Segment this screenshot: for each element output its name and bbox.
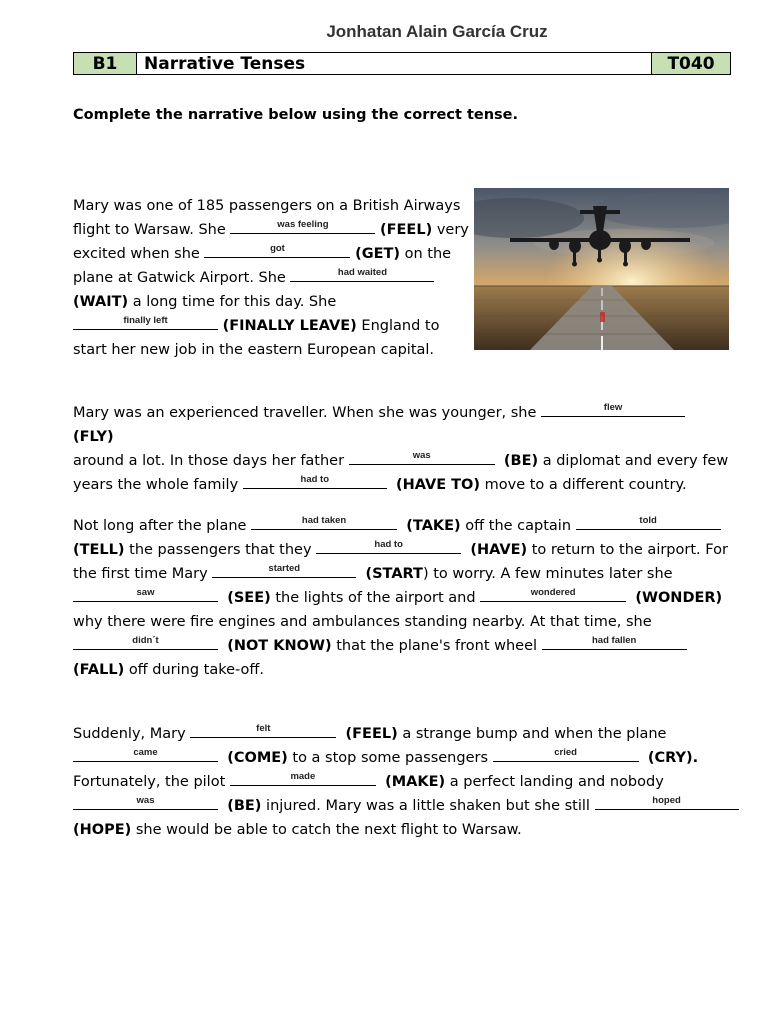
answer-blank[interactable] [204, 242, 350, 258]
verb-prompt: (HOPE) [73, 822, 132, 838]
p4-line-2 [73, 746, 743, 770]
text: flight to Warsaw. She [73, 222, 226, 238]
answer-text: flew [603, 402, 623, 413]
answer-text: was [136, 795, 155, 806]
text: Mary was one of 185 passengers on a British Airways [73, 198, 461, 214]
p2-line-2 [73, 449, 733, 473]
text: a diplomat and every few [542, 453, 729, 469]
airplane-landing-photo [474, 188, 729, 350]
verb-prompt: (HAVE TO) [395, 477, 481, 493]
verb-prompt: (WONDER) [635, 590, 723, 606]
text: around a lot. In those days her father [73, 453, 345, 469]
worksheet-code: T040 [651, 53, 730, 74]
paragraph-1 [73, 194, 473, 362]
text: Fortunately, the pilot [73, 774, 226, 790]
answer-text: had to [374, 539, 403, 550]
text: plane at Gatwick Airport. She [73, 270, 286, 286]
verb-prompt: (BE) [503, 453, 539, 469]
text: ) to worry. A few minutes later she [422, 566, 673, 582]
answer-text: finally left [123, 315, 168, 326]
verb-prompt: (TAKE) [406, 518, 461, 534]
text: the passengers that they [129, 542, 312, 558]
paragraph-3 [73, 514, 733, 682]
instruction-text: Complete the narrative below using the correct tense. [73, 107, 519, 123]
answer-text: didn´t [132, 635, 159, 646]
text: Suddenly, Mary [73, 726, 186, 742]
p3-line-4 [73, 586, 733, 610]
answer-blank[interactable] [251, 514, 397, 530]
answer-text: cried [554, 747, 577, 758]
verb-prompt: (FEEL) [345, 726, 398, 742]
answer-blank[interactable] [212, 562, 356, 578]
text: England to [361, 318, 440, 334]
verb-prompt: (FALL) [73, 662, 125, 678]
text: start her new job in the eastern European capital. [73, 342, 435, 358]
answer-text: made [290, 771, 316, 782]
verb-prompt: (CRY). [647, 750, 699, 766]
answer-blank[interactable] [349, 449, 495, 465]
p3-line-2 [73, 538, 733, 562]
verb-prompt: (TELL) [73, 542, 125, 558]
answer-blank[interactable] [73, 586, 218, 602]
text: to a stop some passengers [292, 750, 489, 766]
worksheet-header [73, 52, 731, 75]
answer-blank[interactable] [541, 401, 685, 417]
answer-text: had taken [301, 515, 347, 526]
text: she would be able to catch the next flight to Warsaw. [135, 822, 522, 838]
answer-text: had to [300, 474, 330, 485]
verb-prompt: (FEEL) [380, 222, 433, 238]
text: the first time Mary [73, 566, 208, 582]
text: why there were fire engines and ambulances standing nearby. At that time, she [73, 614, 652, 630]
answer-blank[interactable] [230, 218, 375, 234]
text: off the captain [465, 518, 572, 534]
p3-line-6 [73, 634, 733, 658]
answer-blank[interactable] [73, 634, 218, 650]
answer-text: was [412, 450, 431, 461]
answer-blank[interactable] [73, 746, 218, 762]
verb-prompt: (SEE) [227, 590, 271, 606]
answer-blank[interactable] [316, 538, 461, 554]
p2-line-3 [73, 473, 733, 497]
verb-prompt: (BE) [227, 798, 262, 814]
answer-text: had fallen [592, 635, 637, 646]
answer-text: came [133, 747, 158, 758]
verb-prompt: (FINALLY LEAVE) [222, 318, 357, 334]
text: the lights of the airport and [275, 590, 476, 606]
text: years the whole family [73, 477, 239, 493]
verb-prompt: (GET) [355, 246, 401, 262]
p1-line-6 [73, 314, 473, 338]
text: a strange bump and when the plane [402, 726, 667, 742]
text: a perfect landing and nobody [449, 774, 664, 790]
answer-blank[interactable] [230, 770, 376, 786]
verb-prompt: (FLY) [73, 429, 114, 445]
answer-text: felt [256, 723, 271, 734]
p2-line-1 [73, 401, 733, 449]
answer-text: had waited [337, 267, 388, 278]
answer-text: was feeling [277, 219, 329, 230]
p1-line-7 [73, 338, 473, 362]
answer-blank[interactable] [243, 473, 387, 489]
verb-prompt: (WAIT) [73, 294, 129, 310]
text: injured. Mary was a little shaken but she still [266, 798, 590, 814]
text: Mary was an experienced traveller. When she was younger, she [73, 405, 537, 421]
text: to return to the airport. For [531, 542, 728, 558]
answer-blank[interactable] [190, 722, 336, 738]
answer-text: started [268, 563, 301, 574]
answer-blank[interactable] [576, 514, 721, 530]
text: a long time for this day. She [132, 294, 337, 310]
verb-prompt: (MAKE) [385, 774, 446, 790]
answer-text: hoped [652, 795, 681, 806]
answer-text: saw [136, 587, 155, 598]
answer-text: told [639, 515, 657, 526]
p1-line-4 [73, 266, 473, 290]
answer-blank[interactable] [480, 586, 626, 602]
verb-prompt: (COME) [227, 750, 288, 766]
paragraph-4 [73, 722, 743, 842]
answer-text: wondered [530, 587, 576, 598]
answer-blank[interactable] [73, 794, 218, 810]
answer-blank[interactable] [73, 314, 218, 330]
text: on the [404, 246, 452, 262]
answer-text: got [270, 243, 285, 254]
answer-blank[interactable] [290, 266, 434, 282]
worksheet-title: Narrative Tenses [137, 53, 651, 74]
answer-blank[interactable] [595, 794, 739, 810]
text: move to a different country. [484, 477, 687, 493]
text: Not long after the plane [73, 518, 247, 534]
answer-blank[interactable] [542, 634, 687, 650]
author-name: Jonhatan Alain García Cruz [326, 22, 548, 41]
level-badge: B1 [74, 53, 137, 74]
verb-prompt: (HAVE) [470, 542, 528, 558]
p4-line-4 [73, 794, 743, 818]
paragraph-2 [73, 401, 733, 497]
p4-line-5 [73, 818, 743, 842]
text: very [436, 222, 469, 238]
verb-prompt: (START [365, 566, 423, 582]
p3-line-7 [73, 658, 733, 682]
text: off during take-off. [128, 662, 265, 678]
verb-prompt: (NOT KNOW) [227, 638, 332, 654]
text: that the plane's front wheel [336, 638, 538, 654]
text: excited when she [73, 246, 200, 262]
answer-blank[interactable] [493, 746, 639, 762]
